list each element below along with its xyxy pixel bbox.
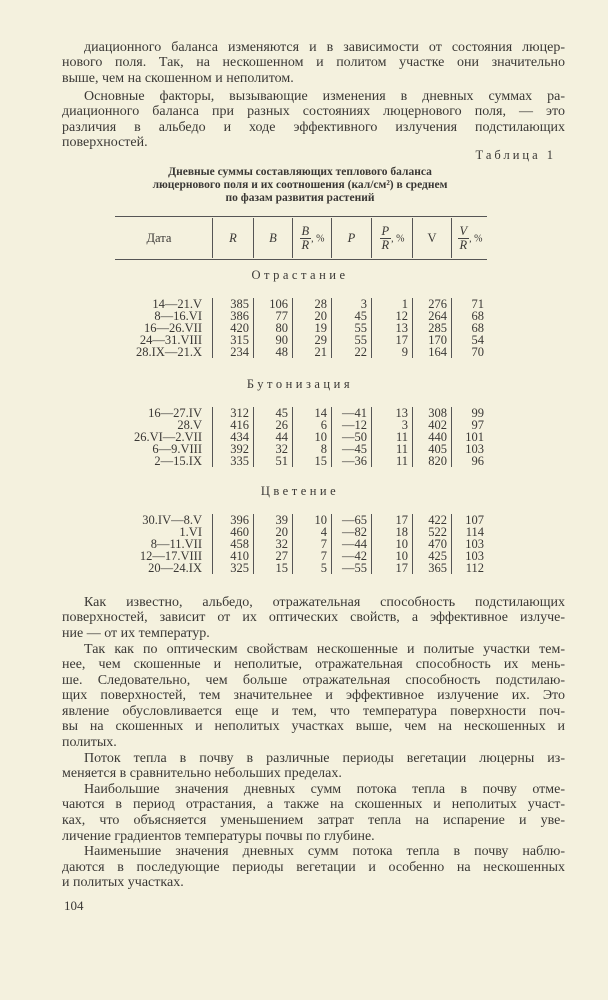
value-cell: 7 <box>293 550 332 562</box>
text-line: выше, чем на скошенном и неполитом. <box>62 71 294 86</box>
value-cell: 18 <box>372 526 413 538</box>
date-cell: 12—17.VIII <box>139 549 202 563</box>
value-cell: 315 <box>213 334 254 346</box>
value-cell: 17 <box>372 562 413 574</box>
section-table <box>112 514 488 574</box>
value-cell: 39 <box>254 514 293 526</box>
value-cell: 17 <box>372 514 413 526</box>
denominator: R <box>459 237 468 252</box>
value-cell: 13 <box>372 322 413 334</box>
value-cell: 820 <box>413 455 452 467</box>
value-cell: 26 <box>254 419 293 431</box>
percent: , % <box>311 232 325 244</box>
value-cell: 434 <box>213 431 254 443</box>
value-cell: 285 <box>413 322 452 334</box>
value-cell: 420 <box>213 322 254 334</box>
date-cell: 16—26.VII <box>144 321 202 335</box>
value-cell: 416 <box>213 419 254 431</box>
value-cell: 96 <box>452 455 489 467</box>
value-cell: 99 <box>452 407 489 419</box>
header-v-over-r <box>452 218 489 258</box>
value-cell: 3 <box>332 298 372 310</box>
value-cell: —12 <box>332 419 372 431</box>
text-line: диационного баланса при разных состояниях люцернового поля, — это <box>62 104 565 119</box>
value-cell: 440 <box>413 431 452 443</box>
value-cell: 9 <box>372 346 413 358</box>
value-cell: 103 <box>452 538 489 550</box>
value-cell: 522 <box>413 526 452 538</box>
text-line: ше. Следовательно, чем больше отражательная способность подстилаю- <box>62 673 565 688</box>
text-line: нового поля. Так, на нескошенном и политом участке они значительно <box>62 55 565 70</box>
table-row <box>112 346 488 358</box>
value-cell: 27 <box>254 550 293 562</box>
header-r: R <box>213 218 254 258</box>
value-cell: —42 <box>332 550 372 562</box>
value-cell: 106 <box>254 298 293 310</box>
value-cell: 54 <box>452 334 489 346</box>
value-cell: 20 <box>293 310 332 322</box>
value-cell: —50 <box>332 431 372 443</box>
value-cell: 44 <box>254 431 293 443</box>
text-line: личение градиентов температуры почвы по глубине. <box>62 829 375 844</box>
table-row <box>112 455 488 467</box>
header-p: P <box>332 218 372 258</box>
text-line: вы на скошенных и неполитых участках выше, чем на нескошенных и <box>62 719 565 734</box>
value-cell: 6 <box>293 419 332 431</box>
value-cell: 15 <box>254 562 293 574</box>
value-cell: 335 <box>213 455 254 467</box>
text-line: даются в последующие периоды вегетации и особенно на нескошенных <box>62 860 565 875</box>
numerator: V <box>459 223 468 238</box>
value-cell: 17 <box>372 334 413 346</box>
header-b: B <box>254 218 293 258</box>
text-line: щих поверхностей, тем значительнее и эффективное излучение их. Это <box>62 688 565 703</box>
text-line: ках, что объясняется уменьшением затрат тепла на испарение и уве- <box>62 813 565 828</box>
value-cell: 103 <box>452 443 489 455</box>
value-cell: 15 <box>293 455 332 467</box>
value-cell: 10 <box>293 514 332 526</box>
value-cell: 28 <box>293 298 332 310</box>
date-cell: 8—11.VII <box>150 537 202 551</box>
text-line: Основные факторы, вызывающие изменения в дневных суммах ра- <box>84 89 565 104</box>
value-cell: 70 <box>452 346 489 358</box>
value-cell: 21 <box>293 346 332 358</box>
text-line: политых. <box>62 735 117 750</box>
value-cell: 77 <box>254 310 293 322</box>
value-cell: 10 <box>372 550 413 562</box>
date-cell: 16—27.IV <box>148 406 202 420</box>
date-cell: 28.IX—21.X <box>136 345 202 359</box>
value-cell: 460 <box>213 526 254 538</box>
value-cell: 90 <box>254 334 293 346</box>
section-title: Бутонизация <box>246 377 354 391</box>
text-line: чаются в период отрастания, а также на скошенных и неполитых участ- <box>62 797 565 812</box>
denominator: R <box>301 237 310 252</box>
date-cell: 6—9.VIII <box>152 442 202 456</box>
value-cell: 402 <box>413 419 452 431</box>
numerator: P <box>381 223 390 238</box>
date-cell: 14—21.V <box>152 297 202 311</box>
value-cell: 55 <box>332 322 372 334</box>
value-cell: 4 <box>293 526 332 538</box>
value-cell: —41 <box>332 407 372 419</box>
value-cell: 51 <box>254 455 293 467</box>
value-cell: 97 <box>452 419 489 431</box>
text-line: Наименьшие значения дневных сумм потока тепла в почву наблю- <box>84 844 565 859</box>
value-cell: 234 <box>213 346 254 358</box>
value-cell: 55 <box>332 334 372 346</box>
value-cell: —44 <box>332 538 372 550</box>
table-header-rule <box>115 259 487 260</box>
text-line: диационного баланса изменяются и в зависимости от состояния люцер- <box>84 40 565 55</box>
text-line: поверхностей. <box>62 135 148 150</box>
value-cell: 32 <box>254 538 293 550</box>
text-line: Наибольшие значения дневных сумм потока тепла в почву отме- <box>84 782 565 797</box>
value-cell: 22 <box>332 346 372 358</box>
date-cell: 24—31.VIII <box>139 333 202 347</box>
value-cell: 68 <box>452 310 489 322</box>
text-line: ние — от их температур. <box>62 626 210 641</box>
text-line: нее, чем скошенные и неполитые, отражательная способность их мень- <box>62 657 565 672</box>
text-line: и политых участках. <box>62 875 184 890</box>
value-cell: 11 <box>372 431 413 443</box>
value-cell: 365 <box>413 562 452 574</box>
value-cell: 45 <box>254 407 293 419</box>
value-cell: 11 <box>372 443 413 455</box>
value-cell: 20 <box>254 526 293 538</box>
value-cell: 12 <box>372 310 413 322</box>
value-cell: —65 <box>332 514 372 526</box>
percent: , % <box>391 232 405 244</box>
value-cell: 396 <box>213 514 254 526</box>
page-number: 104 <box>64 898 84 913</box>
value-cell: 13 <box>372 407 413 419</box>
value-cell: 5 <box>293 562 332 574</box>
text-line: Так как по оптическим свойствам нескошенные и политые участки тем- <box>84 642 565 657</box>
date-cell: 20—24.IX <box>148 561 202 575</box>
value-cell: 170 <box>413 334 452 346</box>
value-cell: 45 <box>332 310 372 322</box>
value-cell: 32 <box>254 443 293 455</box>
text-line: Как известно, альбедо, отражательная способность подстилающих <box>84 595 565 610</box>
value-cell: 103 <box>452 550 489 562</box>
table-top-rule <box>115 216 487 217</box>
value-cell: 71 <box>452 298 489 310</box>
text-line: явление обусловливается еще и тем, что температура поверхности поч- <box>62 704 565 719</box>
table-caption-line: по фазам развития растений <box>225 192 375 204</box>
date-cell: 26.VI—2.VII <box>133 430 202 444</box>
header-b-over-r <box>293 218 332 258</box>
value-cell: —36 <box>332 455 372 467</box>
value-cell: 8 <box>293 443 332 455</box>
value-cell: 7 <box>293 538 332 550</box>
section-title: Цветение <box>260 484 340 498</box>
value-cell: 80 <box>254 322 293 334</box>
value-cell: —55 <box>332 562 372 574</box>
value-cell: 308 <box>413 407 452 419</box>
text-line: поверхностей, зависит от их оптических свойств, а эффективное излуче- <box>62 610 565 625</box>
value-cell: 29 <box>293 334 332 346</box>
value-cell: —45 <box>332 443 372 455</box>
date-cell: 2—15.IX <box>154 454 202 468</box>
value-cell: 392 <box>213 443 254 455</box>
value-cell: 10 <box>293 431 332 443</box>
percent: , % <box>469 232 483 244</box>
value-cell: 312 <box>213 407 254 419</box>
table-label: Таблица 1 <box>475 148 556 162</box>
header-p-over-r <box>372 218 413 258</box>
value-cell: 422 <box>413 514 452 526</box>
value-cell: 101 <box>452 431 489 443</box>
section-title: Отрастание <box>251 268 349 282</box>
value-cell: 276 <box>413 298 452 310</box>
text-line: различия в альбедо и ходе эффективного излучения подстилающих <box>62 120 565 135</box>
date-cell: 30.IV—8.V <box>142 513 202 527</box>
table-header <box>112 218 488 258</box>
value-cell: 264 <box>413 310 452 322</box>
caption-text: люцернового поля и их соотношения (кал/см²) в среднем <box>152 179 448 191</box>
value-cell: 410 <box>213 550 254 562</box>
value-cell: 325 <box>213 562 254 574</box>
section-table <box>112 298 488 358</box>
text-line: Поток тепла в почву в различные периоды вегетации люцерны из- <box>84 751 565 766</box>
date-cell: 1.VI <box>179 525 202 539</box>
table-row <box>112 562 488 574</box>
value-cell: 11 <box>372 455 413 467</box>
value-cell: —82 <box>332 526 372 538</box>
header-date: Дата <box>146 231 172 245</box>
text-line: меняется в сравнительно небольших пределах. <box>62 766 342 781</box>
value-cell: 386 <box>213 310 254 322</box>
table-caption-line: Дневные суммы составляющих теплового баланса <box>168 166 432 178</box>
date-cell: 28.V <box>177 418 202 432</box>
numerator: B <box>301 223 310 238</box>
value-cell: 1 <box>372 298 413 310</box>
value-cell: 458 <box>213 538 254 550</box>
header-row <box>112 218 488 258</box>
value-cell: 48 <box>254 346 293 358</box>
header-v: V <box>413 218 452 258</box>
value-cell: 114 <box>452 526 489 538</box>
value-cell: 3 <box>372 419 413 431</box>
value-cell: 68 <box>452 322 489 334</box>
value-cell: 19 <box>293 322 332 334</box>
value-cell: 164 <box>413 346 452 358</box>
value-cell: 112 <box>452 562 489 574</box>
date-cell: 8—16.VI <box>154 309 202 323</box>
value-cell: 10 <box>372 538 413 550</box>
value-cell: 405 <box>413 443 452 455</box>
value-cell: 14 <box>293 407 332 419</box>
table-caption-line <box>100 179 500 192</box>
denominator: R <box>381 237 390 252</box>
value-cell: 107 <box>452 514 489 526</box>
section-table <box>112 407 488 467</box>
value-cell: 470 <box>413 538 452 550</box>
value-cell: 385 <box>213 298 254 310</box>
value-cell: 425 <box>413 550 452 562</box>
